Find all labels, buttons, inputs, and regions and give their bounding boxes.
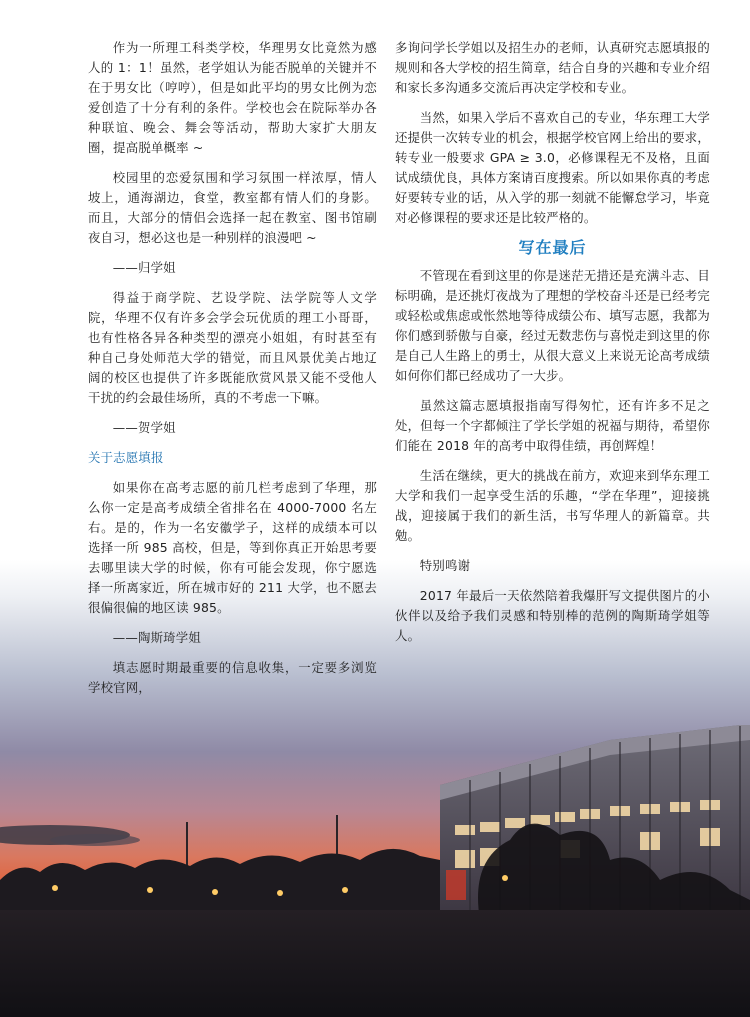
signature-tao: ——陶斯琦学姐 bbox=[112, 630, 201, 645]
signature-he: ——贺学姐 bbox=[112, 420, 176, 435]
signature-gui: ——归学姐 bbox=[112, 260, 176, 275]
section-title-closing: 写在最后 bbox=[518, 238, 587, 257]
right-paragraph-6: 2017 年最后一天依然陪着我爆肝写文提供图片的小伙伴以及给予我们灵感和特别棒的范例的陶斯琦学姐等人。 bbox=[395, 588, 710, 643]
left-paragraph-5: 填志愿时期最重要的信息收集，一定要多浏览学校官网， bbox=[88, 660, 377, 695]
left-paragraph-1: 作为一所理工科类学校，华理男女比竟然为感人的 1：1！虽然，老学姐认为能否脱单的关键并不在于男女比（哼哼），但是如此平均的男女比例为恋爱创造了十分有利的条件。学校也会在院际举办各种联谊、晚会、舞会等活动，帮助大家扩大朋友圈，提高脱单概率 ~ bbox=[88, 40, 377, 155]
subheading-volunteer-filling: 关于志愿填报 bbox=[88, 450, 164, 465]
right-paragraph-2: 当然，如果入学后不喜欢自己的专业，华东理工大学还提供一次转专业的机会，根据学校官网上给出的要求，转专业一般要求 GPA ≥ 3.0，必修课程无不及格，且面试成绩优良，具体方案请百度搜索。所以如果你真的考虑好要转专业的话，从入学的那一刻就不能懈怠学习，毕竟对必修课程的要求还是比较严格的。 bbox=[395, 110, 710, 225]
left-paragraph-3: 得益于商学院、艺设学院、法学院等人文学院，华理不仅有许多会学会玩优质的理工小哥哥，也有性格各异各种类型的漂亮小姐姐，有时甚至有种自己身处师范大学的错觉，而且风景优美占地辽阔的校区也提供了许多既能欣赏风景又能不受他人干扰的约会最佳场所，真的不考虑一下嘛。 bbox=[88, 290, 377, 405]
right-paragraph-4: 虽然这篇志愿填报指南写得匆忙，还有许多不足之处，但每一个字都倾注了学长学姐的祝福与期待，希望你们能在 2018 年的高考中取得佳绩，再创辉煌！ bbox=[395, 398, 710, 453]
right-column bbox=[395, 38, 710, 656]
left-paragraph-2: 校园里的恋爱氛围和学习氛围一样浓厚，情人坡上，通海湖边，食堂，教室都有情人们的身影。而且，大部分的情侣会选择一起在教室、图书馆刷夜自习，想必这也是一种别样的浪漫吧 ~ bbox=[88, 170, 377, 245]
right-paragraph-1: 多询问学长学姐以及招生办的老师，认真研究志愿填报的规则和各大学校的招生简章，结合自身的兴趣和专业介绍和家长多沟通多交流后再决定学校和专业。 bbox=[395, 40, 710, 95]
thanks-label: 特别鸣谢 bbox=[419, 558, 471, 573]
left-paragraph-4: 如果你在高考志愿的前几栏考虑到了华理，那么你一定是高考成绩全省排名在 4000-7000 名左右。是的，作为一名安徽学子，这样的成绩本可以选择一所 985 高校，但是，等到你真正开始思考要去哪里读大学的时候，你有可能会发现，你宁愿选择一所离家近，所在城市好的 211 大学，也不愿去很偏很偏的地区读 985。 bbox=[88, 480, 377, 615]
right-paragraph-3: 不管现在看到这里的你是迷茫无措还是充满斗志、目标明确，是还挑灯夜战为了理想的学校奋斗还是已经考完或轻松或焦虑或怅然地等待成绩公布、填写志愿，我都为你们感到骄傲与自豪，经过无数悲伤与喜悦走到这里的你是自己人生路上的勇士，从很大意义上来说无论高考成绩如何你们都已经成功了一大步。 bbox=[395, 268, 710, 383]
left-column bbox=[88, 38, 377, 708]
right-paragraph-5: 生活在继续，更大的挑战在前方，欢迎来到华东理工大学和我们一起享受生活的乐趣，“学在华理”，迎接挑战，迎接属于我们的新生活，书写华理人的新篇章。共勉。 bbox=[395, 468, 710, 543]
